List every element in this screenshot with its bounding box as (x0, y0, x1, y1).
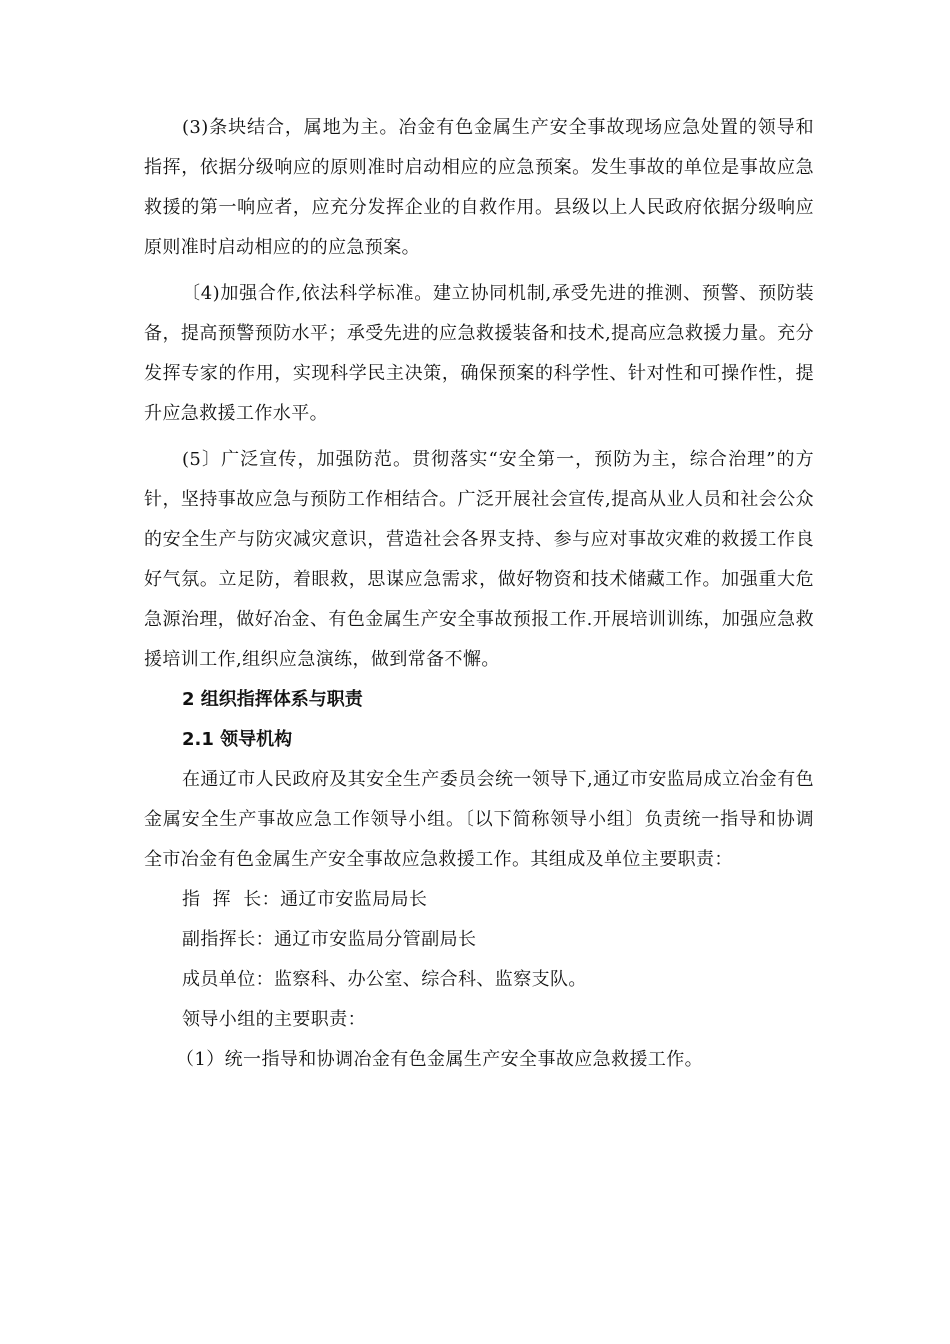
paragraph-principle-4: 〔4)加强合作,依法科学标准。建立协同机制,承受先进的推测、预警、预防装备，提高预警预防水平；承受先进的应急救援装备和技术,提高应急救援力量。充分发挥专家的作用，实现科学民主决策，确保预案的科学性、针对性和可操作性，提升应急救援工作水平。 (144, 283, 814, 424)
document-page (144, 108, 814, 1080)
duties-title: 领导小组的主要职责： (182, 1009, 366, 1030)
paragraph-principle-3: (3)条块结合，属地为主。冶金有色金属生产安全事故现场应急处置的领导和指挥，依据分级响应的原则准时启动相应的应急预案。发生事故的单位是事故应急救援的第一响应者，应充分发挥企业的自救作用。县级以上人民政府依据分级响应原则准时启动相应的的应急预案。 (144, 117, 814, 258)
commander-line: 指 挥 长：通辽市安监局局长 (182, 889, 428, 910)
subsection-heading: 2.1 领导机构 (182, 729, 293, 750)
section-heading: 2 组织指挥体系与职责 (182, 689, 363, 710)
deputy-commander-line: 副指挥长：通辽市安监局分管副局长 (182, 929, 477, 950)
duty-item-1: （1）统一指导和协调冶金有色金属生产安全事故应急救援工作。 (176, 1049, 704, 1070)
member-units-line: 成员单位：监察科、办公室、综合科、监察支队。 (182, 969, 587, 990)
paragraph-leadership-intro: 在通辽市人民政府及其安全生产委员会统一领导下,通辽市安监局成立冶金有色金属安全生产事故应急工作领导小组。〔以下简称领导小组〕负责统一指导和协调全市冶金有色金属生产安全事故应急救援工作。其组成及单位主要职责： (144, 769, 814, 870)
paragraph-principle-5: (5〕广泛宣传，加强防范。贯彻落实“安全第一，预防为主，综合治理”的方针，坚持事故应急与预防工作相结合。广泛开展社会宣传,提高从业人员和社会公众的安全生产与防灾减灾意识，营造社会各界支持、参与应对事故灾难的救援工作良好气氛。立足防，着眼救，思谋应急需求，做好物资和技术储藏工作。加强重大危急源治理，做好冶金、有色金属生产安全事故预报工作.开展培训训练，加强应急救援培训工作,组织应急演练，做到常备不懈。 (144, 449, 814, 670)
